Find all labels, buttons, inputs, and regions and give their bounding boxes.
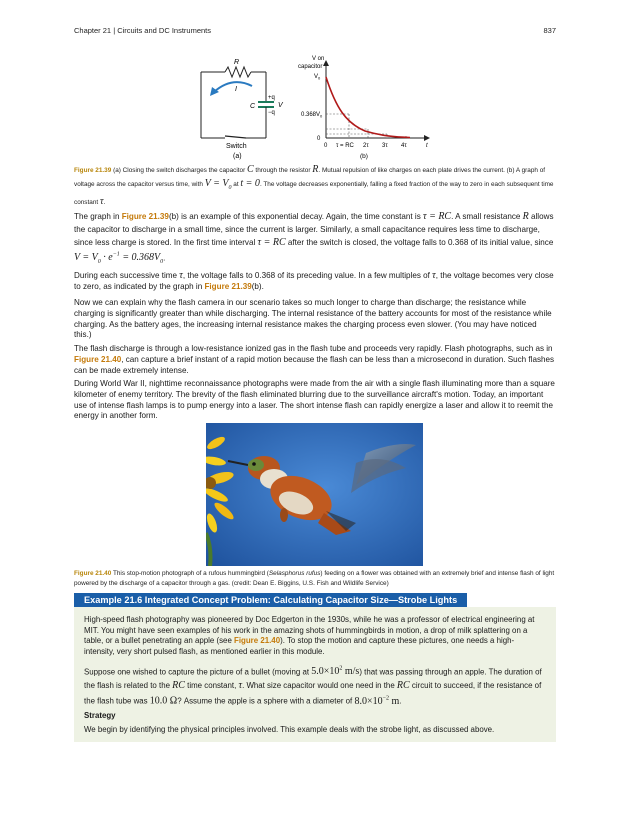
x-axis-title: t — [426, 143, 428, 149]
example-paragraph-edgerton: High-speed flash photography was pioneered by Doc Edgerton in the 1930s, while he was a professor of electrical engineering at MIT. You might have seen examples of his work in the amazing shots of hummingbirds in motion, a drop of milk splattering on a table, or a bullet penetrating an apple (see Figure 21.40). To stop the motion and capture these pictures, one needs a high-intensity, very short pulsed flash, as mentioned earlier in this module. — [84, 615, 535, 656]
decay-curve — [326, 77, 410, 138]
chapter-title: Chapter 21 | Circuits and DC Instruments — [74, 26, 212, 35]
link-figure-21-39[interactable]: Figure 21.39 — [121, 212, 169, 221]
paragraph-flash-camera: Now we can explain why the flash camera in our scenario takes so much longer to charge than discharge; the resistance while charging is significantly greater than while discharging. The internal resistance of the battery accounts for most of the resistance while charging. As the battery ages, the increasing internal resistance makes the charging process even slower. (You may have noticed this.) — [74, 298, 552, 340]
figure-21-39 — [190, 52, 430, 162]
paragraph-exponential-decay: The graph in Figure 21.39(b) is an example of this exponential decay. Again, the time constant is τ = RC. A small resistance R allows the capacitor to discharge in a small time, since the current is larger. Similarly, a small capacitance requires less time to discharge, since less charge is stored. In the first time interval τ = RC after the switch is closed, the voltage falls to 0.368 of its initial value, since $V = V_0 \cdot e^{-1} = 0.368V_0$. — [74, 211, 554, 266]
current-label: I — [235, 86, 237, 93]
circuit-diagram — [201, 59, 284, 160]
panel-a-label: (a) — [233, 153, 242, 160]
example-strategy-heading: Strategy — [84, 711, 116, 720]
decay-graph — [298, 56, 430, 160]
x-tick-3tau: 3τ — [382, 143, 388, 149]
x-zero-label: 0 — [324, 143, 328, 149]
x-tick-4tau: 4τ — [401, 143, 407, 149]
x-tick-2tau: 2τ — [363, 143, 369, 149]
caption-figure-label: Figure 21.40 — [74, 570, 112, 577]
plus-q-label: +q — [268, 95, 275, 101]
x-tick-tau: τ = RC — [336, 143, 354, 149]
mark-0368-label: $0.368V_0$ — [301, 112, 323, 119]
switch-symbol — [225, 136, 246, 138]
example-paragraph-bullet: Suppose one wished to capture the picture of a bullet (moving at $5.0\times 10^2$ m/s) that was passing through an apple. The duration of the flash is related to the RC time constant, τ. What size capacitor would one need in the RC circuit to succeed, if the resistance of the flash tube was 10.0 Ω? Assume the apple is a sphere with a diameter of $8.0\times 10^{-2}$ m. — [84, 666, 542, 707]
y-axis-title-1: V on — [312, 56, 325, 62]
figure-21-40-caption: Figure 21.40 This stop-motion photograph of a rufous hummingbird (Selasphorus rufus) feeding on a flower was obtained with an extremely brief and intense flash of light powered by the discharge of a capacitor through a gas. (credit: Dean E. Biggins, U.S. Fish and Wildlife Service) — [74, 570, 555, 587]
y-axis-title-2: capacitor — [298, 64, 323, 70]
paragraph-world-war-ii: During World War II, nighttime reconnaissance photographs were made from the air with a single flash illuminating more than a square kilometer of enemy territory. The brevity of the flash eliminated blurring due to the surveillance aircraft's motion. Today, an important use of intense flash lamps is to pump energy into a laser. The short intense flash can rapidly energize a laser and allow it to reemit the energy in another form. — [74, 379, 555, 421]
example-paragraph-strategy: We begin by identifying the physical principles involved. This example deals with the strobe light, as discussed above. — [84, 725, 495, 734]
v0-label: $V_0$ — [314, 74, 321, 81]
minus-q-label: −q — [268, 110, 275, 116]
link-figure-21-40-example[interactable]: Figure 21.40 — [234, 636, 281, 646]
paragraph-successive-time: During each successive time τ, the voltage falls to 0.368 of its preceding value. In a few multiples of τ, the voltage becomes very close to zero, as indicated by the graph in Figure 21.39(b). — [74, 270, 554, 291]
link-figure-21-40[interactable]: Figure 21.40 — [74, 354, 122, 364]
link-figure-21-39-b[interactable]: Figure 21.39 — [204, 281, 252, 291]
example-title: Example 21.6 Integrated Concept Problem: Calculating Capacitor Size—Strobe Lights — [74, 593, 467, 607]
current-arrow — [214, 82, 252, 92]
hummingbird-photo — [206, 423, 423, 566]
panel-b-label: (b) — [360, 153, 368, 160]
y-zero-label: 0 — [317, 136, 321, 142]
example-header-bar — [74, 593, 556, 608]
capacitor-label: C — [250, 103, 256, 110]
figure-21-39-caption: Figure 21.39 (a) Closing the switch discharges the capacitor C through the resistor R. Mutual repulsion of like charges on each plate drives the current. (b) A graph of voltage across the capacitor versus time, with $V = V_0$ at t = 0. The voltage decreases exponentially, falling a fixed fraction of the way to zero in each subsequent time constant τ. — [74, 164, 554, 207]
page-number: 837 — [543, 26, 556, 35]
paragraph-flash-discharge: The flash discharge is through a low-resistance ionized gas in the flash tube and proceeds very rapidly. Flash photographs, such as in Figure 21.40, can capture a brief instant of a rapid motion because the flash can be less than a microsecond in duration. Such flashes can be made extremely intense. — [74, 344, 555, 375]
page-header — [74, 26, 556, 38]
resistor-symbol — [225, 67, 251, 77]
voltage-label: V — [278, 102, 283, 109]
resistor-label: R — [234, 59, 240, 66]
example-box — [74, 607, 556, 742]
caption-figure-label: Figure 21.39 — [74, 167, 112, 174]
switch-label: Switch — [226, 143, 247, 150]
